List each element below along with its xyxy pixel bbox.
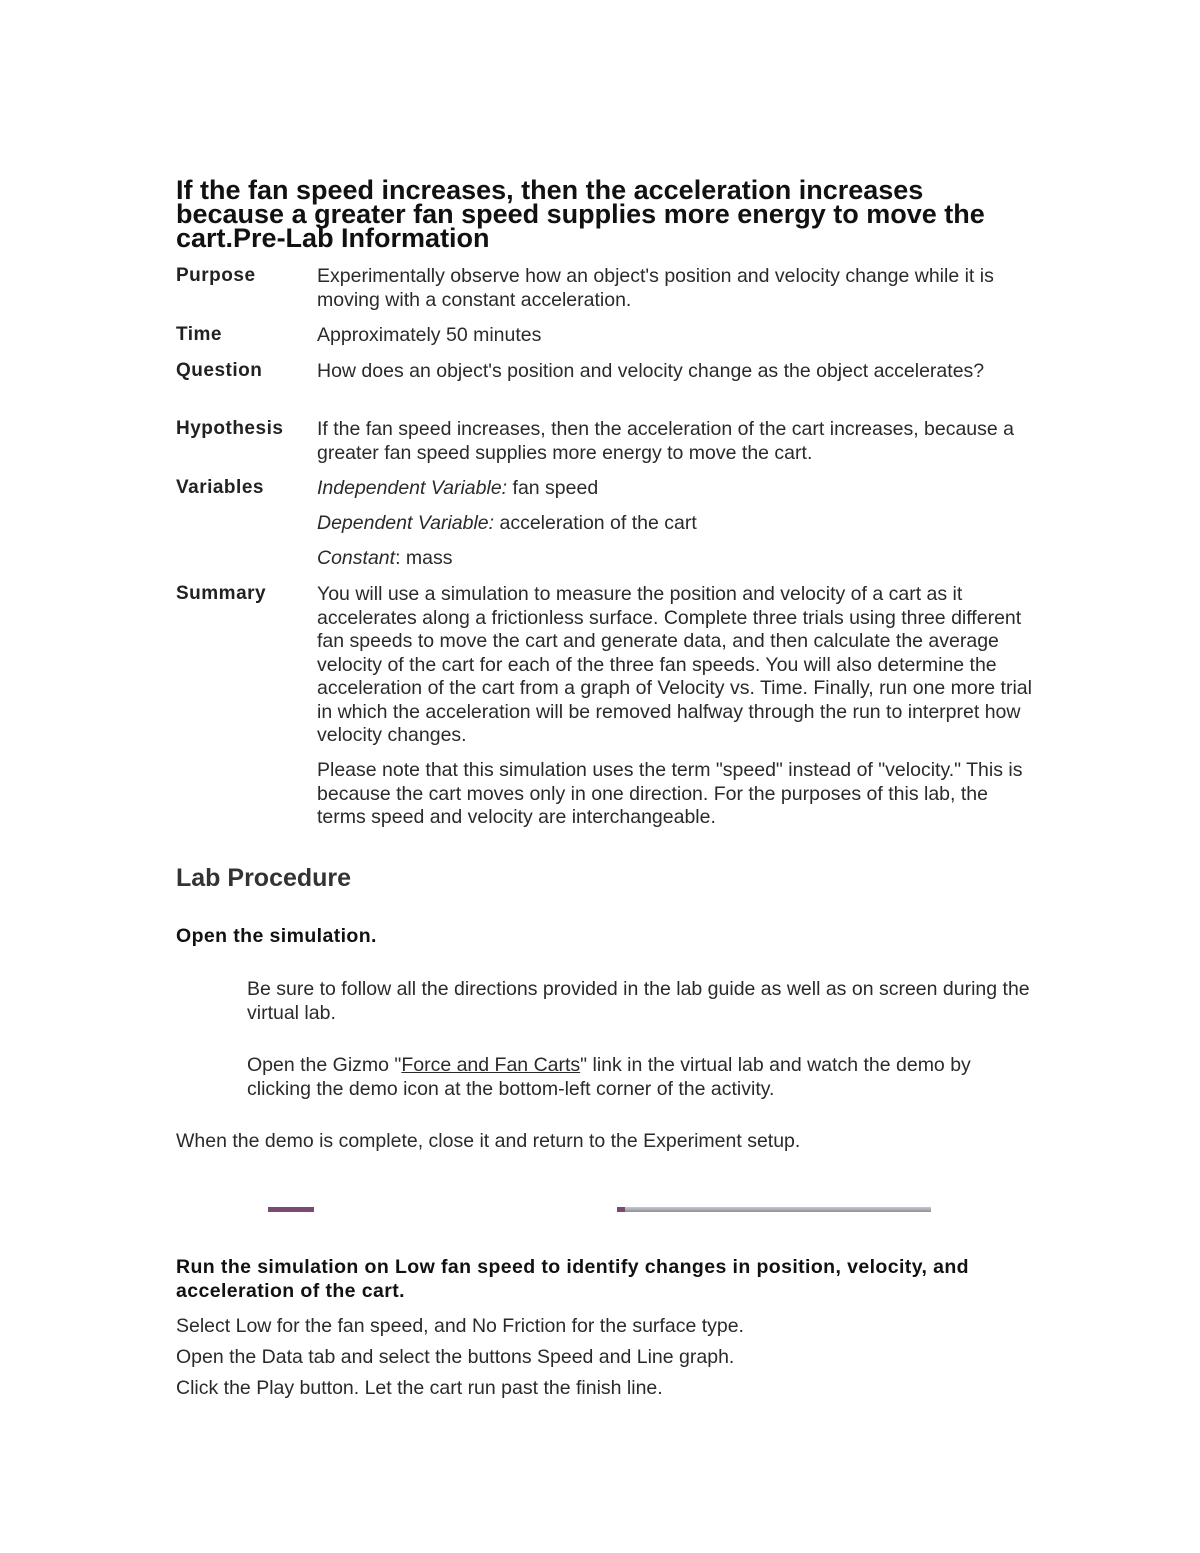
- document-title: If the fan speed increases, then the acceleration increases because a greater fan speed supplies more energy to move the cart.Pre-Lab Information: [176, 175, 985, 253]
- lab-procedure-heading: Lab Procedure: [176, 864, 352, 892]
- independent-variable: [317, 477, 1037, 501]
- step1-heading: Open the simulation.: [176, 925, 377, 947]
- hypothesis-label: Hypothesis: [176, 418, 284, 439]
- step2-line-3: Click the Play button. Let the cart run past the finish line.: [176, 1377, 663, 1399]
- step2-heading: Run the simulation on Low fan speed to identify changes in position, velocity, and acceleration of the cart.: [176, 1256, 969, 1302]
- question-text: How does an object's position and velocity change as the object accelerates?: [317, 360, 985, 382]
- decorative-bar-right: [617, 1207, 931, 1212]
- purpose-text: Experimentally observe how an object's position and velocity change while it is moving with a constant acceleration.: [317, 265, 994, 311]
- step1-text-after-link: " link in the virtual lab and watch the demo by clicking the demo icon at the bottom-left corner of the activity.: [247, 1054, 971, 1100]
- independent-variable-value: fan speed: [507, 477, 599, 499]
- step1-paragraph-3: When the demo is complete, close it and return to the Experiment setup.: [176, 1130, 801, 1152]
- force-and-fan-carts-link[interactable]: Force and Fan Carts: [401, 1054, 581, 1076]
- step1-paragraph-2: [247, 1053, 1037, 1101]
- dependent-variable-label: Dependent Variable:: [317, 512, 495, 534]
- hypothesis-text: If the fan speed increases, then the acceleration of the cart increases, because a greater fan speed supplies more energy to move the cart.: [317, 418, 1015, 464]
- constant-variable-value: : mass: [395, 547, 453, 569]
- decorative-bar-left: [268, 1207, 314, 1212]
- dependent-variable: [317, 512, 1037, 536]
- step2-line-2: Open the Data tab and select the buttons Speed and Line graph.: [176, 1346, 735, 1368]
- variables-label: Variables: [176, 477, 264, 498]
- step2-line-1: Select Low for the fan speed, and No Friction for the surface type.: [176, 1315, 744, 1337]
- summary-label: Summary: [176, 583, 267, 604]
- constant-variable: [317, 547, 1037, 571]
- time-label: Time: [176, 324, 223, 345]
- summary-paragraph-1: You will use a simulation to measure the position and velocity of a cart as it accelerates along a frictionless surface. Complete three trials using three different fan speeds to move the cart and generate data, and then calculate the average velocity of the cart for each of the three fan speeds. You will also determine the acceleration of the cart from a graph of Velocity vs. Time. Finally, run one more trial in which the acceleration will be removed halfway through the run to interpret how velocity changes.: [317, 583, 1032, 746]
- dependent-variable-value: acceleration of the cart: [494, 512, 697, 534]
- question-label: Question: [176, 360, 263, 381]
- purpose-label: Purpose: [176, 265, 256, 286]
- step1-paragraph-1: Be sure to follow all the directions provided in the lab guide as well as on screen during the virtual lab.: [247, 978, 1030, 1024]
- independent-variable-label: Independent Variable:: [317, 477, 508, 499]
- constant-variable-label: Constant: [317, 547, 396, 569]
- summary-paragraph-2: Please note that this simulation uses the term "speed" instead of "velocity." This is because the cart moves only in one direction. For the purposes of this lab, the terms speed and velocity are interchangeable.: [317, 759, 1023, 828]
- time-text: Approximately 50 minutes: [317, 324, 542, 346]
- step1-text-before-link: Open the Gizmo ": [247, 1054, 402, 1076]
